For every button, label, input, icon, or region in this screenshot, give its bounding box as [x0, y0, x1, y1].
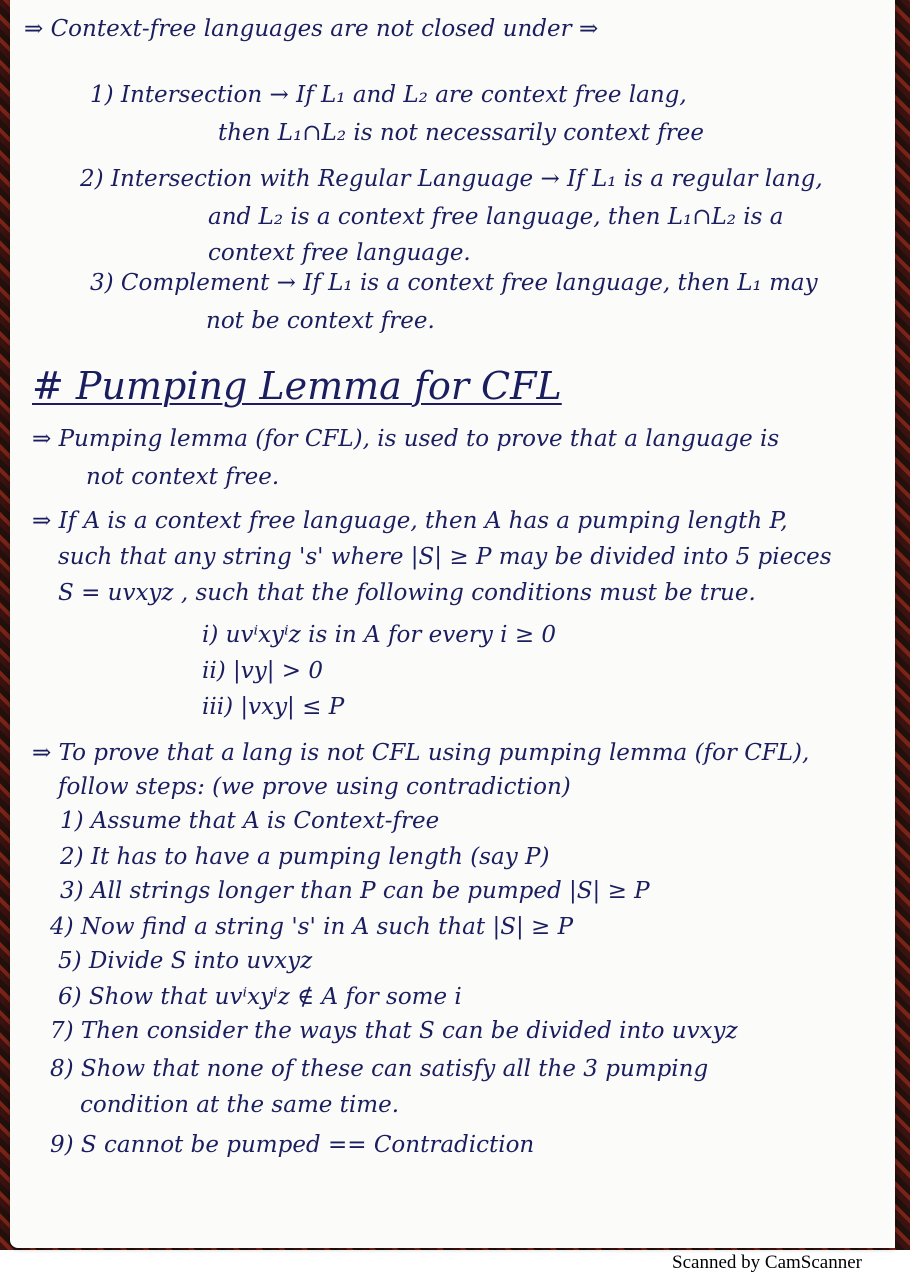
item-complement-detail: not be context free. — [206, 308, 435, 334]
scanner-watermark: Scanned by CamScanner — [672, 1252, 862, 1273]
condition-3: iii) |vxy| ≤ P — [202, 694, 345, 720]
step-8: 8) Show that none of these can satisfy all the 3 pumping — [50, 1056, 709, 1082]
item-intersection-regular-detail-2: context free language. — [208, 240, 471, 266]
paragraph-2-line-1: ⇒ If A is a context free language, then A has a pumping length P, — [32, 508, 788, 534]
step-5: 5) Divide S into uvxyz — [58, 948, 313, 974]
item-complement: 3) Complement → If L₁ is a context free language, then L₁ may — [90, 270, 818, 296]
item-intersection-regular-detail: and L₂ is a context free language, then L₁∩L₂ is a — [208, 204, 784, 230]
paragraph-1-line-2: not context free. — [86, 464, 280, 490]
step-4: 4) Now find a string 's' in A such that |S| ≥ P — [50, 914, 574, 940]
step-8-continued: condition at the same time. — [80, 1092, 400, 1118]
paragraph-3-line-1: ⇒ To prove that a lang is not CFL using pumping lemma (for CFL), — [32, 740, 810, 766]
paragraph-2-line-2: such that any string 's' where |S| ≥ P may be divided into 5 pieces — [58, 544, 832, 570]
step-9: 9) S cannot be pumped == Contradiction — [50, 1132, 535, 1158]
closure-intro: ⇒ Context-free languages are not closed under ⇒ — [24, 16, 599, 42]
step-6: 6) Show that uvⁱxyⁱz ∉ A for some i — [58, 984, 462, 1010]
paragraph-1-line-1: ⇒ Pumping lemma (for CFL), is used to prove that a language is — [32, 426, 780, 452]
item-intersection-detail: then L₁∩L₂ is not necessarily context free — [218, 120, 704, 146]
step-2: 2) It has to have a pumping length (say P) — [60, 844, 550, 870]
item-intersection-regular: 2) Intersection with Regular Language → If L₁ is a regular lang, — [80, 166, 823, 192]
condition-2: ii) |vy| > 0 — [202, 658, 324, 684]
step-7: 7) Then consider the ways that S can be divided into uvxyz — [50, 1018, 738, 1044]
step-1: 1) Assume that A is Context-free — [60, 808, 440, 834]
paragraph-2-line-3: S = uvxyz , such that the following conditions must be true. — [58, 580, 756, 606]
item-intersection: 1) Intersection → If L₁ and L₂ are context free lang, — [90, 82, 687, 108]
condition-1: i) uvⁱxyⁱz is in A for every i ≥ 0 — [202, 622, 557, 648]
note-page — [10, 0, 895, 1248]
section-heading: # Pumping Lemma for CFL — [32, 364, 562, 408]
paragraph-3-line-2: follow steps: (we prove using contradiction) — [58, 774, 571, 800]
step-3: 3) All strings longer than P can be pumped |S| ≥ P — [60, 878, 650, 904]
